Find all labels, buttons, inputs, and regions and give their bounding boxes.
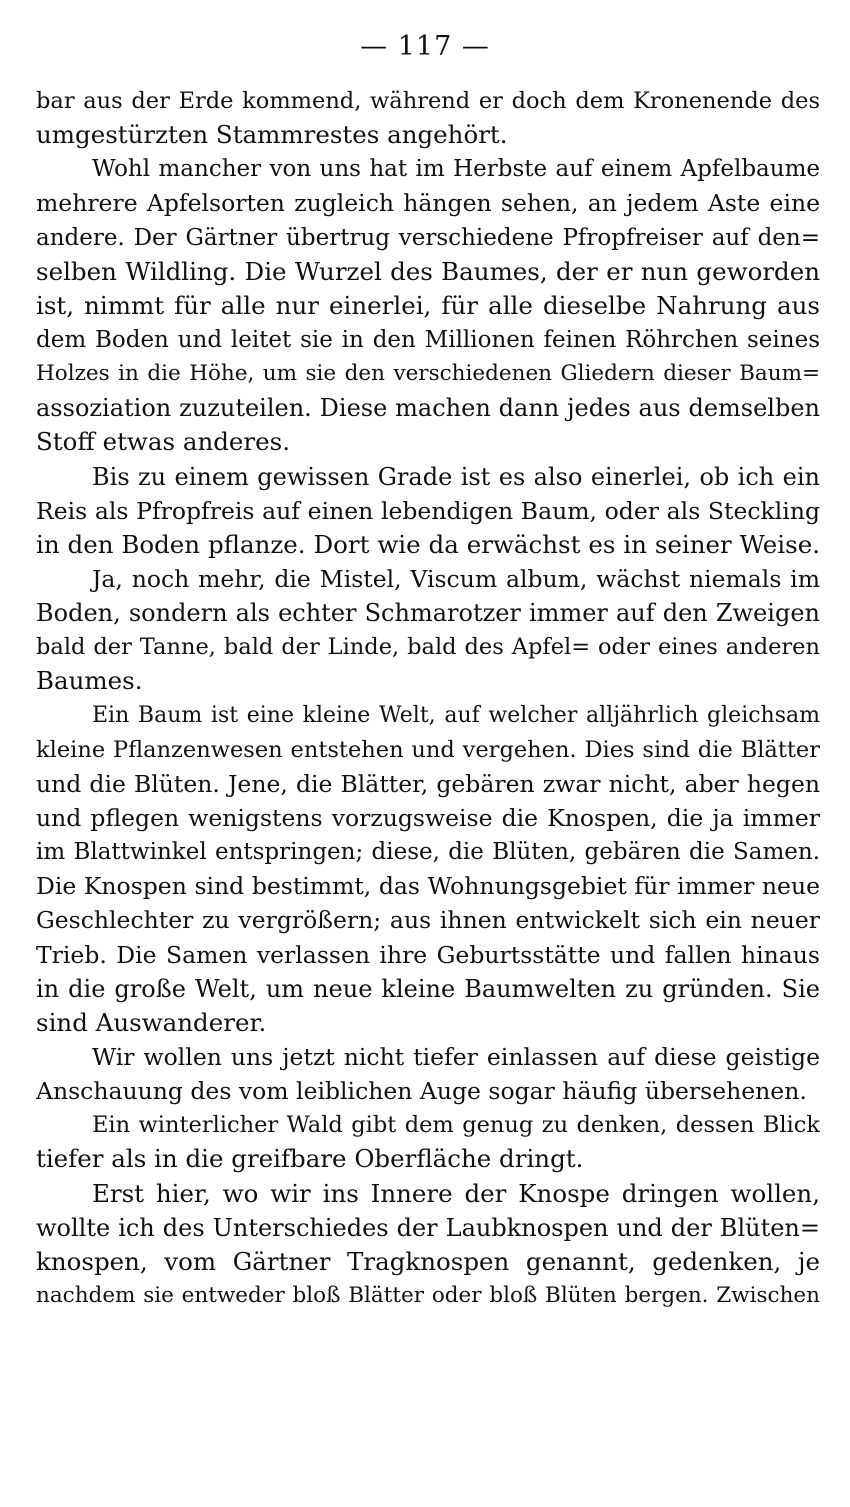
text-line: nachdem sie entweder bloß Blätter oder bloß Blüten bergen. Zwischen: [36, 1282, 820, 1308]
text-line: dem Boden und leitet sie in den Millionen feinen Röhrchen seines: [36, 326, 820, 353]
text-line: Wir wollen uns jetzt nicht tiefer einlassen auf diese geistige: [92, 1042, 820, 1071]
text-line: bar aus der Erde kommend, während er doch dem Kronenende des: [36, 88, 820, 114]
text-line: Boden, sondern als echter Schmarotzer immer auf den Zweigen: [36, 599, 820, 628]
text-line: Anschauung des vom leiblichen Auge sogar häufig übersehenen.: [36, 1077, 807, 1106]
text-line: mehrere Apfelsorten zugleich hängen sehen, an jedem Aste eine: [36, 189, 820, 218]
text-line: sind Auswanderer.: [36, 1007, 267, 1037]
text-line: knospen, vom Gärtner Tragknospen genannt, gedenken, je: [36, 1246, 820, 1276]
text-line: im Blattwinkel entspringen; diese, die Blüten, gebären die Samen.: [36, 839, 820, 866]
text-line: bald der Tanne, bald der Linde, bald des Apfel= oder eines anderen: [36, 634, 820, 661]
text-line: Baumes.: [36, 666, 143, 696]
text-line: und pflegen wenigstens vorzugsweise die Knospen, die ja immer: [36, 803, 820, 832]
text-line: assoziation zuzuteilen. Diese machen dann jedes aus demselben: [36, 394, 820, 423]
text-line: Bis zu einem gewissen Grade ist es also einerlei, ob ich ein: [92, 462, 820, 491]
text-line: und die Blüten. Jene, die Blätter, gebären zwar nicht, aber hegen: [36, 769, 820, 798]
page-number: — 117 —: [360, 31, 490, 62]
text-line: Trieb. Die Samen verlassen ihre Geburtsstätte und fallen hinaus: [36, 940, 820, 969]
text-line: Wohl mancher von uns hat im Herbste auf einem Apfelbaume: [92, 156, 820, 183]
text-line: Stoff etwas anderes.: [36, 427, 290, 457]
text-line: Reis als Pfropfreis auf einen lebendigen Baum, oder als Steckling: [36, 496, 820, 525]
text-line: ist, nimmt für alle nur einerlei, für alle dieselbe Nahrung aus: [36, 290, 820, 320]
text-line: Die Knospen sind bestimmt, das Wohnungsgebiet für immer neue: [36, 872, 820, 901]
text-line: Ein Baum ist eine kleine Welt, auf welcher alljährlich gleichsam: [92, 702, 820, 728]
text-line: in den Boden pflanze. Dort wie da erwächst es in seiner Weise.: [36, 529, 820, 559]
text-line: tiefer als in die greifbare Oberfläche dringt.: [36, 1144, 584, 1174]
text-line: in die große Welt, um neue kleine Baumwelten zu gründen. Sie: [36, 974, 820, 1003]
text-line: Ein winterlicher Wald gibt dem genug zu denken, dessen Blick: [92, 1112, 820, 1139]
text-line: andere. Der Gärtner übertrug verschiedene Pfropfreiser auf den=: [36, 224, 820, 251]
text-line: Holzes in die Höhe, um sie den verschiedenen Gliedern dieser Baum=: [36, 361, 820, 387]
text-line: Geschlechter zu vergrößern; aus ihnen entwickelt sich ein neuer: [36, 906, 820, 935]
text-line: Erst hier, wo wir ins Innere der Knospe dringen wollen,: [92, 1178, 820, 1208]
body-text: [36, 84, 820, 1313]
text-line: kleine Pflanzenwesen entstehen und vergehen. Dies sind die Blätter: [36, 736, 820, 763]
text-line: Ja, noch mehr, die Mistel, Viscum album, wächst niemals im: [92, 564, 820, 593]
text-line: umgestürzten Stammrestes angehört.: [36, 120, 508, 150]
text-line: selben Wildling. Die Wurzel des Baumes, der er nun geworden: [36, 256, 820, 286]
text-line: wollte ich des Unterschiedes der Laubknospen und der Blüten=: [36, 1213, 820, 1242]
